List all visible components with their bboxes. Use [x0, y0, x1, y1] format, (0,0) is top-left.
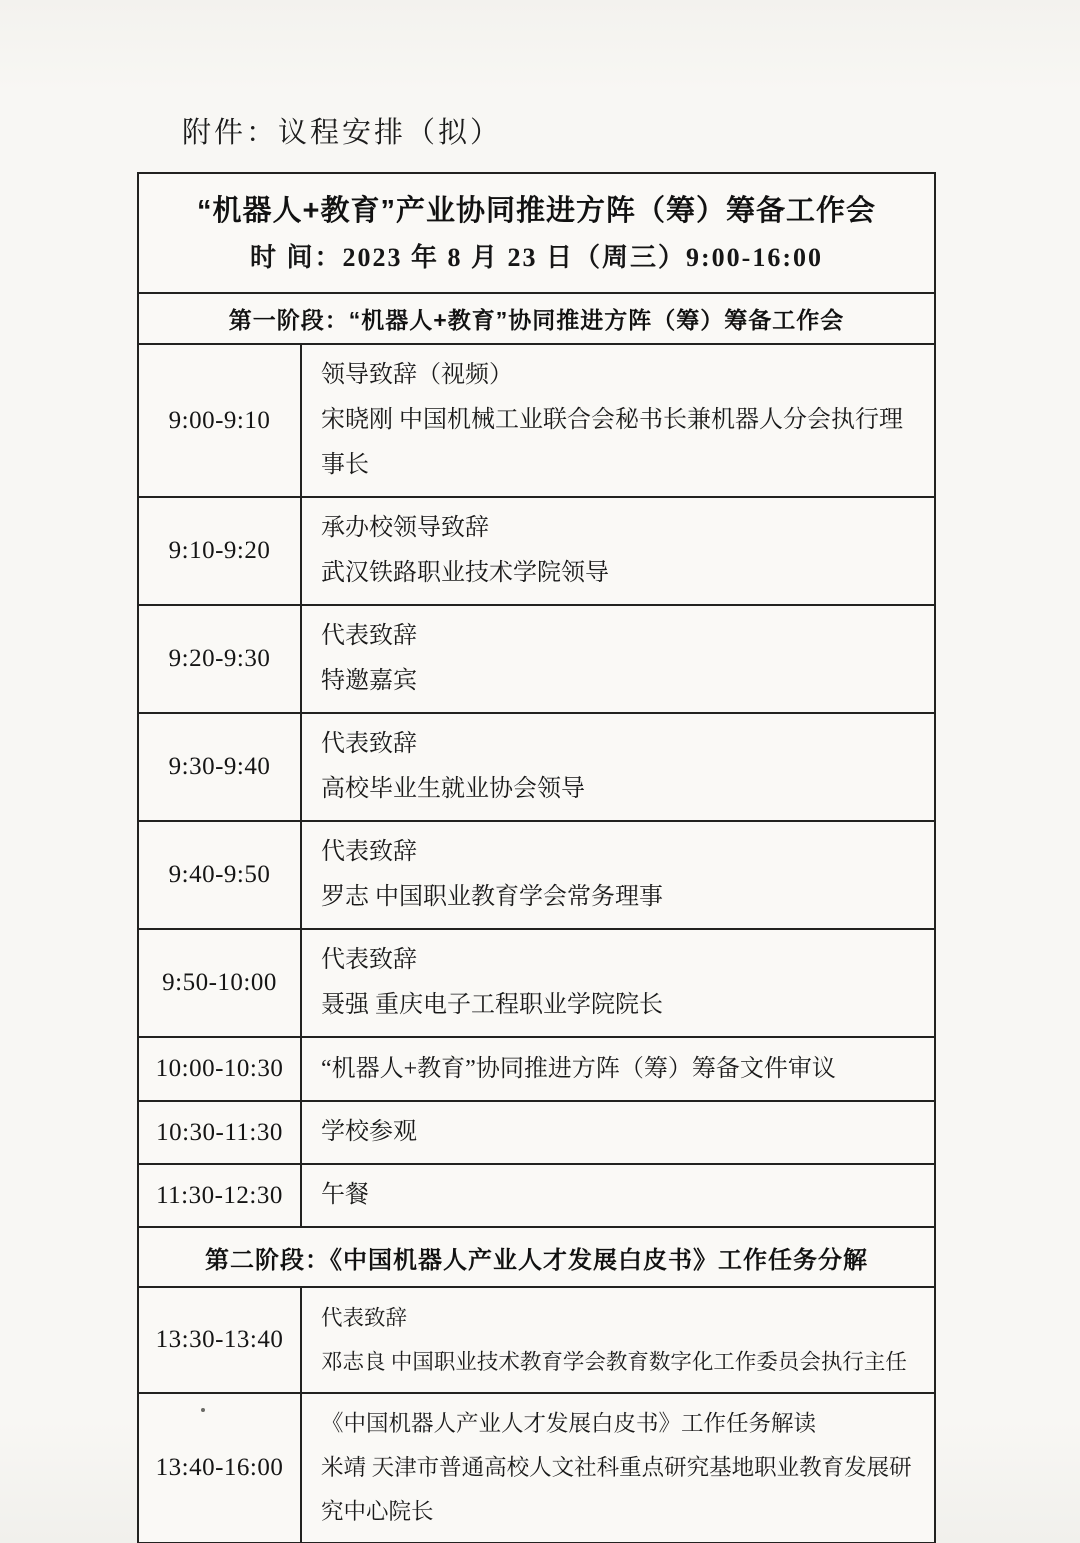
activity-line: 米靖 天津市普通高校人文社科重点研究基地职业教育发展研究中心院长: [321, 1455, 912, 1524]
table-row: [139, 930, 934, 1038]
activity-line: 领导致辞（视频）: [321, 362, 513, 388]
section-header-stage-1: 第一阶段：“机器人+教育”协同推进方阵（筹）筹备工作会: [139, 294, 934, 345]
activity-line: 《中国机器人产业人才发展白皮书》工作任务解读: [321, 1411, 817, 1436]
time-cell: 11:30-12:30: [139, 1165, 302, 1226]
activity-cell: [302, 822, 934, 928]
table-row: [139, 1165, 934, 1228]
activity-line: 代表致辞: [321, 731, 417, 757]
attachment-label: 附件：议程安排（拟）: [182, 117, 503, 149]
activity-line: 聂强 重庆电子工程职业学院院长: [321, 992, 663, 1018]
table-row: [139, 1394, 934, 1542]
activity-line: “机器人+教育”协同推进方阵（筹）筹备文件审议: [321, 1055, 836, 1082]
activity-line: 学校参观: [321, 1119, 417, 1145]
time-cell: 13:40-16:00: [139, 1394, 302, 1542]
activity-line: 午餐: [321, 1182, 369, 1208]
activity-line: 宋晓刚 中国机械工业联合会秘书长兼机器人分会执行理事长: [321, 407, 903, 478]
activity-line: 承办校领导致辞: [321, 515, 489, 541]
table-row: [139, 714, 934, 822]
table-title-block: [139, 174, 934, 294]
activity-line: 代表致辞: [321, 839, 417, 865]
time-cell: 9:30-9:40: [139, 714, 302, 820]
activity-cell: [302, 345, 934, 496]
time-cell: 9:20-9:30: [139, 606, 302, 712]
activity-line: 特邀嘉宾: [321, 668, 417, 694]
table-row: [139, 345, 934, 498]
activity-line: 武汉铁路职业技术学院领导: [321, 560, 609, 586]
activity-cell: [302, 1394, 934, 1542]
time-cell: 9:10-9:20: [139, 498, 302, 604]
time-cell: 10:30-11:30: [139, 1102, 302, 1163]
table-row: [139, 498, 934, 606]
activity-line: 代表致辞: [321, 623, 417, 649]
activity-line: 邓志良 中国职业技术教育学会教育数字化工作委员会执行主任: [321, 1350, 907, 1374]
meeting-title: “机器人+教育”产业协同推进方阵（筹）筹备工作会: [197, 195, 876, 227]
time-cell: 13:30-13:40: [139, 1288, 302, 1392]
activity-cell: [302, 1288, 934, 1392]
table-row: [139, 1102, 934, 1165]
scan-speck: [201, 1408, 205, 1412]
activity-cell: [302, 1038, 934, 1100]
activity-cell: [302, 714, 934, 820]
activity-cell: [302, 606, 934, 712]
table-row: [139, 1288, 934, 1394]
time-cell: 9:50-10:00: [139, 930, 302, 1036]
activity-cell: [302, 930, 934, 1036]
activity-line: 代表致辞: [321, 947, 417, 973]
table-row: [139, 1038, 934, 1102]
meeting-datetime: 时 间：2023 年 8 月 23 日（周三）9:00-16:00: [250, 243, 823, 272]
time-cell: 9:40-9:50: [139, 822, 302, 928]
section-header-stage-2: 第二阶段：《中国机器人产业人才发展白皮书》工作任务分解: [139, 1228, 934, 1288]
table-row: [139, 606, 934, 714]
activity-line: 代表致辞: [321, 1306, 408, 1330]
time-cell: 10:00-10:30: [139, 1038, 302, 1100]
time-cell: 9:00-9:10: [139, 345, 302, 496]
activity-cell: [302, 1102, 934, 1163]
agenda-table: [137, 172, 936, 1543]
activity-cell: [302, 498, 934, 604]
table-row: [139, 822, 934, 930]
activity-line: 高校毕业生就业协会领导: [321, 776, 585, 802]
activity-cell: [302, 1165, 934, 1226]
activity-line: 罗志 中国职业教育学会常务理事: [321, 884, 663, 910]
